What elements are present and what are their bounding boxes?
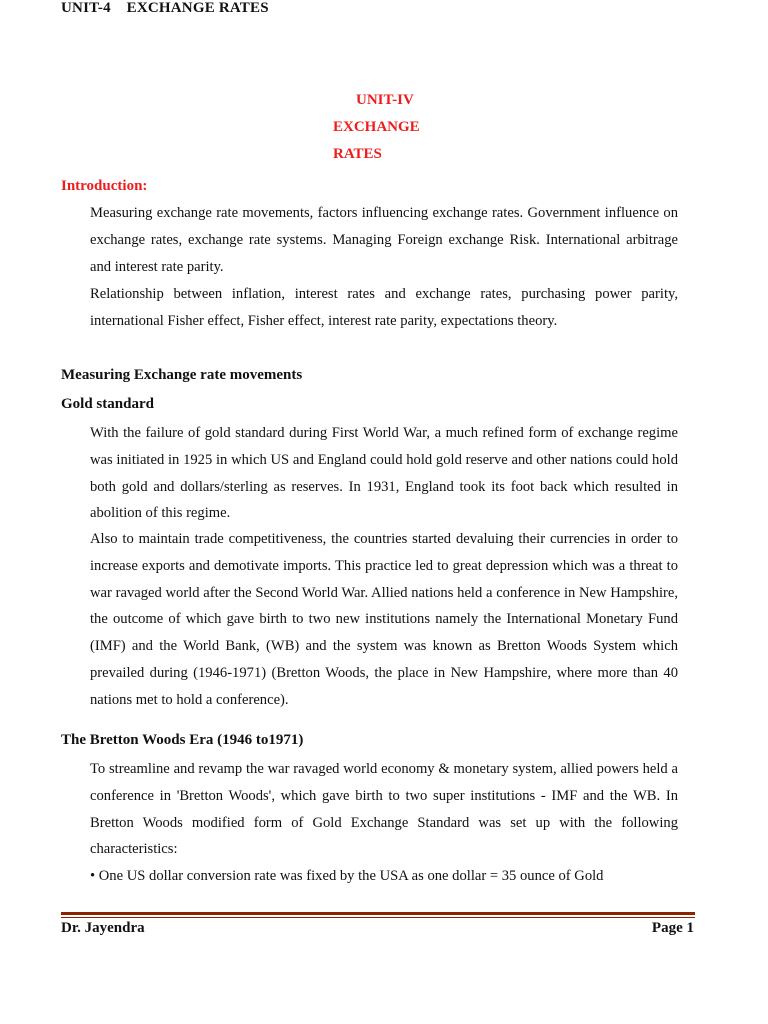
footer-rule-thick — [61, 912, 695, 915]
bretton-woods-heading: The Bretton Woods Era (1946 to1971) — [61, 732, 304, 748]
gold-standard-paragraph-2: Also to maintain trade competitiveness, the countries started devaluing their currencies in order to increase exports and demotivate imports. This practice led to great depression which was a threat to war ravaged world after the Second World War. Allied nations held a conference in New Hampshire, the outcome of which gave birth to two new institutions namely the International Monetary Fund (IMF) and the World Bank, (WB) and the system was known as Bretton Woods System which prevailed during (1946-1971) (Bretton Woods, the place in New Hampshire, where more than 40 nations met to hold a conference). — [90, 531, 678, 708]
unit-title-line2: RATES — [333, 146, 382, 162]
introduction-paragraph-2: Relationship between inflation, interest rates and exchange rates, purchasing power parity, international Fisher effect, Fisher effect, interest rate parity, expectations theory. — [90, 286, 678, 329]
bretton-woods-bullet: • One US dollar conversion rate was fixed by the USA as one dollar = 35 ounce of Gold — [90, 868, 604, 884]
footer-page-number: Page 1 — [651, 920, 694, 936]
introduction-heading: Introduction: — [61, 178, 148, 194]
measuring-heading: Measuring Exchange rate movements — [61, 367, 303, 383]
gold-standard-heading: Gold standard — [61, 396, 154, 412]
unit-title-line1: EXCHANGE — [333, 119, 420, 135]
introduction-paragraph-1: Measuring exchange rate movements, factors influencing exchange rates. Government influence on exchange rates, exchange rate systems. Managing Foreign exchange Risk. International arbitrage and interest rate parity. — [90, 205, 678, 275]
footer-rule-thin — [61, 917, 695, 918]
bretton-woods-paragraph: To streamline and revamp the war ravaged world economy & monetary system, allied powers held a conference in 'Bretton Woods', which gave birth to two super institutions - IMF and the WB. In Bretton Woods modified form of Gold Exchange Standard was set up with the following characteristics: — [90, 761, 678, 858]
unit-number-title: UNIT-IV — [356, 92, 414, 108]
gold-standard-paragraph-1: With the failure of gold standard during First World War, a much refined form of exchange regime was initiated in 1925 in which US and England could hold gold reserve and other nations could hold both gold and dollars/sterling as reserves. In 1931, England took its foot back which resulted in abolition of this regime. — [90, 425, 678, 522]
running-header: UNIT-4 EXCHANGE RATES — [61, 0, 269, 16]
footer-author: Dr. Jayendra — [61, 920, 145, 936]
